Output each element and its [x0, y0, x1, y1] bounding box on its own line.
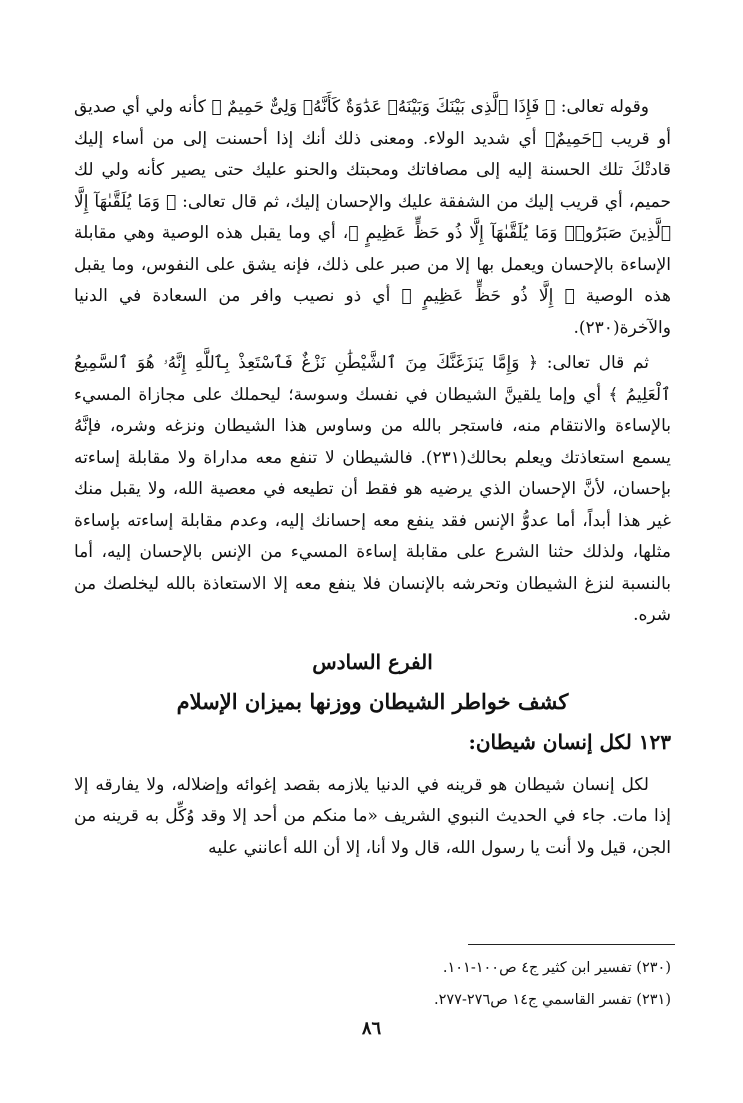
item-heading: ١٢٣ لكل إنسان شيطان: [468, 729, 671, 754]
paragraph-tafsir-verse-34: وقوله تعالى: ﴿ فَإِذَا ٱلَّذِى بَيْنَكَ وَبَيْنَهُۥ عَدَٰوَةٌ كَأَنَّهُۥ وَلِىٌّ حَمِيمٌ ﴾ كأنه ولي أي صديق أو قريب ﴿حَمِيمٌ﴾ أي شديد الولاء. ومعنى ذلك أنك إذا أحسنت إلى من أساء إليك قادتْكَ تلك الحسنة إليه إلى مصافاتك ومحبتك والحنو عليك حتى يصير كأنه ولي لك حميم، أي قريب إليك من الشفقة عليك والإحسان إليك، ثم قال تعالى: ﴿ وَمَا يُلَقَّىٰهَآ إِلَّا ٱلَّذِينَ صَبَرُوا۟ وَمَا يُلَقَّىٰهَآ إِلَّا ذُو حَظٍّ عَظِيمٍ ﴾، أي وما يقبل هذه الوصية وهي مقابلة الإساءة بالإحسان ويعمل بها إلا من صبر على ذلك، فإنه يشق على النفوس، وما يقبل هذه الوصية ﴿ إِلَّا ذُو حَظٍّ عَظِيمٍ ﴾ أي ذو نصيب وافر من السعادة في الدنيا والآخرة(٢٣٠). [74, 97, 671, 338]
section-title: كشف خواطر الشيطان ووزنها بميزان الإسلام [176, 688, 569, 714]
footnote-separator [468, 944, 675, 945]
footnote-230: (٢٣٠) تفسير ابن كثير ج٤ ص١٠٠-١٠١. [442, 960, 671, 976]
page-body [74, 92, 671, 864]
footnote-231: (٢٣١) تفسر القاسمي ج١٤ ص٢٧٦-٢٧٧. [434, 992, 671, 1008]
page-number: ٨٦ [361, 1018, 382, 1039]
branch-heading: الفرع السادس [312, 649, 433, 674]
paragraph-tafsir-verse-36: ثم قال تعالى: ﴿ وَإِمَّا يَنزَغَنَّكَ مِنَ ٱلشَّيْطَٰنِ نَزْغٌ فَٱسْتَعِذْ بِٱللَّهِ إِنَّهُۥ هُوَ ٱلسَّمِيعُ ٱلْعَلِيمُ ﴾ أي وإما يلقينَّ الشيطان في نفسك وسوسة؛ ليحملك على مجازاة المسيء بالإساءة والانتقام منه، فاستجر بالله من وساوس هذا الشيطان ونزغه وشره، فإنَّهُ يسمع استعاذتك ويعلم بحالك(٢٣١). فالشيطان لا تنفع معه مداراة ولا مقابلة إساءته بإحسان، لأنَّ الإحسان الذي يرضيه هو فقط أن تطيعه في معصية الله، ولا يقبل منك غير هذا أبداً، أما عدوُّ الإنس فقد ينفع معه إحسانك إليه، وعدم مقابلة إساءته بإساءة مثلها، ولذلك حثنا الشرع على مقابلة إساءة المسيء من الإنس بالإحسان إليه، أما بالنسبة لنزغ الشيطان وتحرشه بالإنسان فلا ينفع معه إلا الاستعاذة بالله ليخلصك من شره. [74, 353, 671, 625]
paragraph-every-human-has-devil: لكل إنسان شيطان هو قرينه في الدنيا يلازمه بقصد إغوائه وإضلاله، ولا يفارقه إلا إذا مات. جاء في الحديث النبوي الشريف «ما منكم من أحد إلا وقد وُكِّل به قرينه من الجن، قيل ولا أنت يا رسول الله، قال ولا أنا، إلا أن الله أعانني عليه [74, 774, 671, 858]
